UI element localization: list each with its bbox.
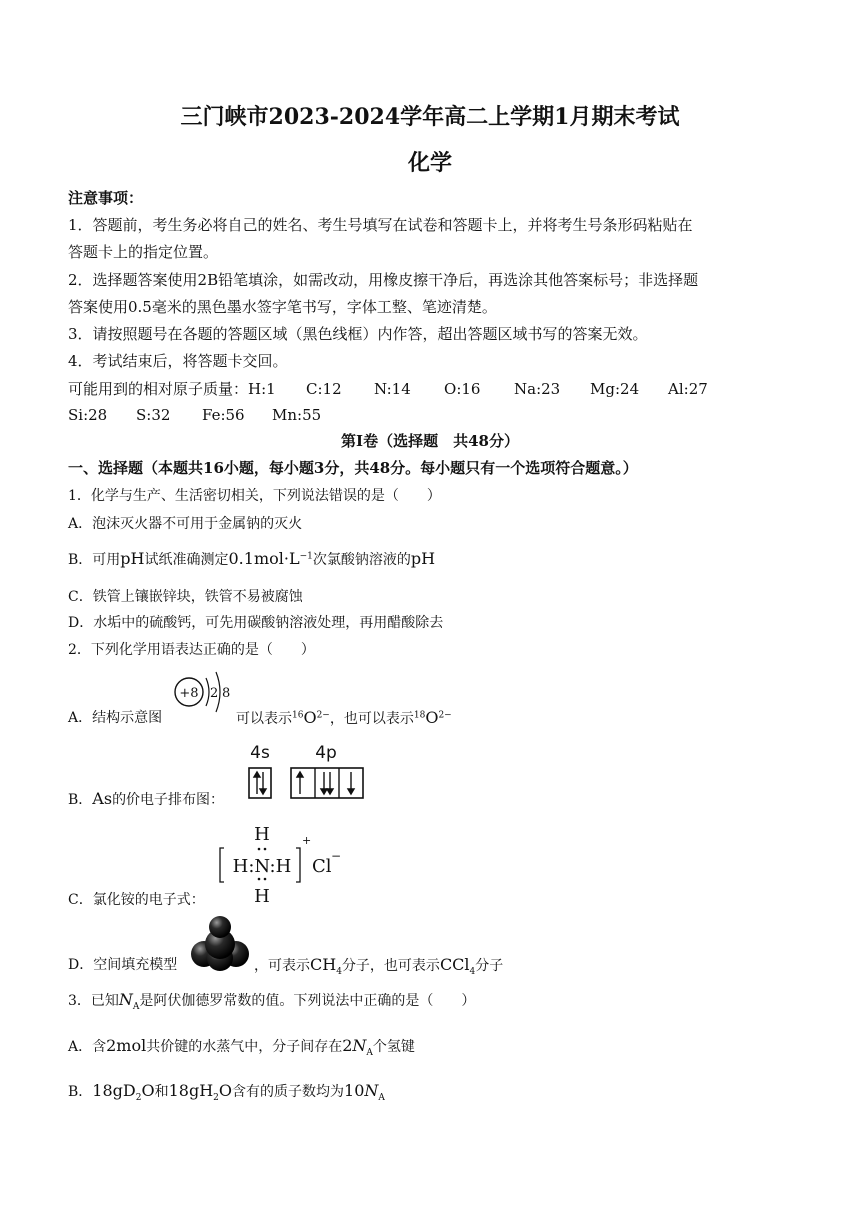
q1-b-conc: 0.1mol·L (228, 549, 300, 568)
mass-h: H:1 (248, 380, 276, 398)
q2-option-b (68, 789, 224, 810)
notice-line-3: 2．选择题答案使用2B铅笔填涂，如需改动，用橡皮擦干净后，再选涂其他答案标号；非选择题 (68, 271, 699, 289)
atomic-masses-row-2 (68, 405, 321, 425)
q3-b-mid: 和 (154, 1084, 169, 1100)
q2-a-iso1-chg: 2− (316, 710, 330, 721)
q1-b-mid: 试纸准确测定 (144, 552, 229, 568)
formula-core: H:N:H (232, 856, 292, 877)
mass-fe: Fe:56 (202, 406, 245, 424)
q3-b-pre: B． (68, 1084, 93, 1100)
q3-option-a (68, 1036, 415, 1057)
q3-b-n: N (364, 1081, 379, 1100)
mass-al: Al:27 (668, 380, 708, 398)
oxygen-ion-structure-diagram (172, 668, 234, 720)
q3-b-f2-sub: 2 (213, 1092, 219, 1103)
mass-n: N:14 (374, 380, 411, 398)
q3-a-mid: 共价键的水蒸气中，分子间存在 (146, 1039, 343, 1055)
q2-a-mid: 可以表示 (236, 711, 292, 727)
notice-heading: 注意事项： (68, 189, 144, 207)
q2-option-d-rest (254, 955, 503, 976)
q3-a-val: 2mol (106, 1036, 147, 1055)
q3-b-f1: 18gD (92, 1081, 136, 1100)
q3-b-f1-sub: 2 (135, 1092, 142, 1103)
q2-a-iso2-el: O (425, 708, 439, 727)
q2-option-a-rest (236, 708, 452, 729)
q2-a-iso1-el: O (303, 708, 317, 727)
orbital-box-4p (291, 768, 363, 798)
q2-stem: 2．下列化学用语表达正确的是（ ） (68, 642, 315, 658)
q2-b-pre: B． (68, 792, 93, 808)
q3-b-f2-tail: O (218, 1081, 233, 1100)
q1-option-d: D．水垢中的硫酸钙，可先用碳酸钠溶液处理，再用醋酸除去 (68, 615, 444, 631)
exam-subject: 化学 (407, 150, 452, 176)
mass-o: O:16 (444, 380, 481, 398)
q2-d-mid: ，可表示 (254, 958, 310, 974)
mass-c: C:12 (306, 380, 342, 398)
q1-option-c: C．铁管上镶嵌锌块，铁管不易被腐蚀 (68, 589, 303, 605)
q1-b-pre: B．可用 (68, 552, 121, 568)
q2-d-f1-sub: 4 (336, 966, 342, 977)
mass-mn: Mn:55 (272, 406, 322, 424)
notice-line-2: 答题卡上的指定位置。 (68, 243, 219, 261)
atomic-masses-row-1 (68, 379, 708, 399)
masses-intro: 可能用到的相对原子质量： (68, 380, 249, 398)
q3-b-f2: 18gH (168, 1081, 214, 1100)
nucleus-charge: +8 (179, 686, 199, 701)
formula-h-top: H (254, 824, 270, 845)
q3-option-b (68, 1081, 385, 1102)
q2-d-f2: CCl (439, 955, 470, 974)
q2-a-mid2: ，也可以表示 (329, 711, 414, 727)
shell-2-electrons: 8 (222, 686, 231, 701)
q2-d-post: 分子 (475, 958, 504, 974)
mass-mg: Mg:24 (590, 380, 640, 398)
q2-a-iso2-chg: 2− (438, 710, 452, 721)
q3-stem-pre: 3．已知 (68, 993, 119, 1009)
arsenic-orbital-diagram (244, 740, 366, 802)
exam-title: 三门峡市2023-2024学年高二上学期1月期末考试 (180, 104, 680, 130)
space-filling-model (188, 914, 252, 972)
q2-d-f1: CH (310, 955, 337, 974)
mass-na: Na:23 (514, 380, 561, 398)
q3-stem-n: N (118, 990, 133, 1009)
q3-a-n-sub: A (366, 1047, 373, 1058)
notice-line-1: 1．答题前，考生务必将自己的姓名、考生号填写在试卷和答题卡上，并将考生号条形码粘贴在 (68, 216, 693, 234)
q1-b-ph2: pH (410, 549, 436, 568)
q2-d-mid2: 分子，也可表示 (341, 958, 440, 974)
mass-s: S:32 (136, 406, 171, 424)
q3-a-val2: 2 (342, 1036, 353, 1055)
q2-a-iso1-mass: 16 (292, 710, 304, 721)
q2-d-f2-sub: 4 (469, 966, 476, 977)
section-instruction: 一、选择题（本题共16小题，每小题3分，共48分。每小题只有一个选项符合题意。） (68, 459, 638, 477)
section-title: 第Ⅰ卷（选择题 共48分） (341, 432, 519, 450)
shell-1-electrons: 2 (210, 686, 219, 701)
orbital-box-4s (249, 768, 271, 798)
q3-stem-post: 是阿伏伽德罗常数的值。下列说法中正确的是（ ） (139, 993, 476, 1009)
q3-b-f1-tail: O (141, 1081, 155, 1100)
q2-a-iso2-mass: 18 (413, 710, 426, 721)
label-4s: 4s (250, 743, 270, 763)
notice-line-6: 4．考试结束后，将答题卡交回。 (68, 352, 288, 370)
mass-si: Si:28 (68, 406, 108, 424)
label-4p: 4p (315, 743, 337, 763)
q3-stem (68, 990, 475, 1011)
q3-stem-n-sub: A (132, 1001, 140, 1012)
q1-stem: 1．化学与生产、生活密切相关，下列说法错误的是（ ） (68, 488, 441, 504)
q2-option-d-pre: D．空间填充模型 (68, 957, 178, 973)
q1-b-ph: pH (120, 549, 145, 568)
q3-a-pre: A．含 (68, 1039, 107, 1055)
q1-option-b (68, 549, 435, 570)
q1-b-post: 次氯酸钠溶液的 (312, 552, 411, 568)
formula-h-bottom: H (254, 886, 270, 906)
formula-cl-charge: − (331, 849, 342, 863)
q2-option-c-pre: C．氯化铵的电子式： (68, 892, 205, 908)
q3-b-n-sub: A (378, 1092, 385, 1103)
q1-b-exp: −1 (299, 551, 313, 562)
q1-option-a: A．泡沫灭火器不可用于金属钠的灭火 (68, 516, 303, 532)
q3-a-n: N (352, 1036, 367, 1055)
q3-b-mid2: 含有的质子数均为 (232, 1084, 345, 1100)
ammonium-chloride-electron-formula (216, 822, 342, 906)
formula-plus: + (302, 834, 312, 847)
q3-a-post: 个氢键 (372, 1039, 415, 1055)
notice-line-4: 答案使用0.5毫米的黑色墨水签字笔书写，字体工整、笔迹清楚。 (68, 298, 497, 316)
q2-b-post: 的价电子排布图： (112, 792, 225, 808)
q2-b-el: As (92, 789, 113, 808)
q2-option-a-pre: A．结构示意图 (68, 710, 163, 726)
notice-line-5: 3．请按照题号在各题的答题区域（黑色线框）内作答，超出答题区域书写的答案无效。 (68, 325, 648, 343)
q3-b-val: 10 (344, 1081, 365, 1100)
formula-cl: Cl (312, 856, 332, 877)
